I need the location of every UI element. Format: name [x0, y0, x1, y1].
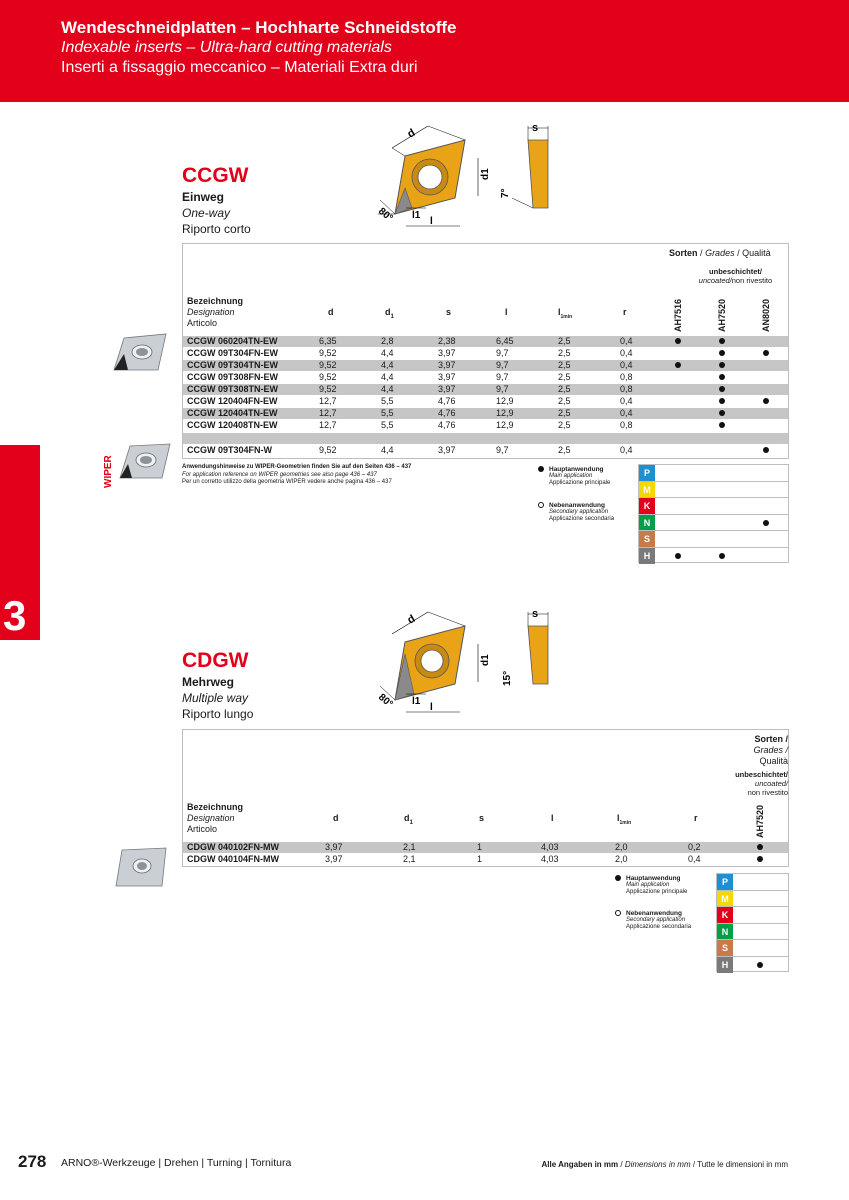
cdgw-row[interactable] — [183, 854, 788, 865]
ccgw-sub-de: Einweg — [182, 190, 225, 204]
ccgw-sep-2: / — [737, 248, 740, 258]
ccgw-iso-row-h[interactable] — [639, 548, 788, 565]
ccgw-cell-des: CCGW 120408TN-EW — [187, 420, 278, 430]
cdgw-iso-label-k: K — [717, 907, 733, 923]
ccgw-cell-l: 6,45 — [496, 336, 514, 346]
ccgw-grade-dot — [763, 398, 769, 404]
ccgw-cell-l1: 2,5 — [558, 396, 571, 406]
cdgw-cell-l1: 2,0 — [615, 842, 628, 852]
ccgw-iso-row-p[interactable] — [639, 465, 788, 482]
ccgw-cell-des: CCGW 09T304FN-W — [187, 445, 273, 455]
ccgw-iso-row-k[interactable] — [639, 498, 788, 515]
ccgw-grades-header — [669, 248, 771, 258]
chapter-number: 3 — [3, 592, 27, 639]
cdgw-iso-label-n: N — [717, 924, 733, 940]
cdgw-grades-label: Grades / — [753, 745, 788, 755]
ccgw-grade-an8020: AN8020 — [761, 298, 771, 332]
ccgw-insert-photo — [110, 330, 172, 376]
footer-dims-de: Alle Angaben in mm — [541, 1160, 619, 1169]
ccgw-cell-d1: 4,4 — [381, 384, 394, 394]
ccgw-grade-dot — [719, 398, 725, 404]
chapter-tab[interactable] — [0, 445, 40, 640]
cdgw-iso-dot — [757, 962, 763, 968]
cdgw-iso-label-h: H — [717, 957, 733, 974]
legend-main-it: Applicazione principale — [549, 480, 611, 486]
ccgw-row[interactable] — [183, 336, 788, 347]
ccgw-cell-des: CCGW 09T308TN-EW — [187, 384, 279, 394]
cdgw-dim-l1: l1 — [412, 696, 421, 707]
ccgw-col-s: s — [446, 307, 452, 317]
footer-dims-it: Tutte le dimensioni in mm — [697, 1160, 788, 1169]
ccgw-cell-l: 9,7 — [496, 384, 509, 394]
ccgw-grade-dot — [719, 362, 725, 368]
cdgw-table — [182, 729, 789, 867]
cdgw-col-des-de: Bezeichnung — [187, 802, 244, 812]
ccgw-dim-l: l — [430, 216, 433, 227]
cdgw-insert-photo — [112, 844, 172, 892]
cdgw-grades-header — [723, 734, 788, 767]
ccgw-sorten-label: Sorten — [669, 248, 698, 258]
ccgw-grade-dot — [719, 386, 725, 392]
legend-sec-de: Nebenanwendung — [549, 502, 605, 509]
ccgw-iso-label-k: K — [639, 498, 655, 514]
ccgw-cell-l1: 2,5 — [558, 384, 571, 394]
ccgw-wiper-row[interactable] — [183, 445, 788, 456]
cdgw-uncoated-de: unbeschichtet/ — [735, 770, 788, 779]
ccgw-cell-d1: 5,5 — [381, 408, 394, 418]
cdgw-iso-row-n[interactable] — [717, 924, 788, 941]
ccgw-col-l1 — [558, 307, 572, 323]
ccgw-sep-1: / — [700, 248, 703, 258]
ccgw-col-l1-main: l — [558, 307, 561, 317]
ccgw-cell-l1: 2,5 — [558, 336, 571, 346]
ccgw-insert-top-view — [378, 126, 478, 226]
ccgw-cell-s: 2,38 — [438, 336, 456, 346]
ccgw-col-des-it: Articolo — [187, 318, 218, 328]
ccgw-dim-clearance: 7° — [500, 188, 511, 198]
ccgw-cell-l1: 2,5 — [558, 360, 571, 370]
ccgw-cell-des: CCGW 09T304TN-EW — [187, 360, 279, 370]
ccgw-cell-d: 12,7 — [319, 420, 337, 430]
cdgw-iso-label-s: S — [717, 940, 733, 956]
legend2-main-it: Applicazione principale — [626, 889, 688, 895]
cdgw-col-r: r — [694, 813, 698, 823]
ccgw-wiper-insert-photo — [116, 440, 174, 484]
ccgw-row[interactable] — [183, 372, 788, 383]
cdgw-cell-r: 0,2 — [688, 842, 701, 852]
ccgw-dim-s: s — [532, 122, 539, 134]
legend2-sec-it: Applicazione secondaria — [626, 924, 692, 930]
cdgw-uncoated-en: uncoated/ — [755, 779, 788, 788]
legend-main-de: Hauptanwendung — [549, 466, 604, 473]
ccgw-cell-des: CCGW 09T304FN-EW — [187, 348, 279, 358]
cdgw-col-des-it: Articolo — [187, 824, 218, 834]
cdgw-iso-label-m: M — [717, 891, 733, 907]
ccgw-cell-l: 12,9 — [496, 420, 514, 430]
ccgw-cell-l: 12,9 — [496, 408, 514, 418]
ccgw-cell-r: 0,4 — [620, 348, 633, 358]
ccgw-cell-d: 9,52 — [319, 348, 337, 358]
cdgw-cell-r: 0,4 — [688, 854, 701, 864]
cdgw-iso-table — [716, 873, 789, 972]
wiper-note-en: For application reference on WIPER geometries see also page 436 – 437 — [182, 471, 377, 478]
ccgw-col-l1-sub: 1min — [560, 313, 573, 320]
ccgw-row[interactable] — [183, 420, 788, 431]
cdgw-iso-row-p[interactable] — [717, 874, 788, 891]
footer-dimensions-note — [542, 1160, 788, 1169]
ccgw-col-d1 — [385, 307, 394, 323]
ccgw-cell-s: 3,97 — [438, 384, 456, 394]
ccgw-coating-header — [683, 267, 788, 285]
wiper-note-it: Per un corretto utilizzo della geometria WIPER vedere anche pagina 436 – 437 — [182, 479, 392, 485]
ccgw-col-des-de: Bezeichnung — [187, 296, 244, 306]
wiper-label: WIPER — [103, 455, 114, 488]
cdgw-sub-it: Riporto lungo — [182, 707, 254, 721]
ccgw-cell-d: 6,35 — [319, 336, 337, 346]
ccgw-grade-dot — [719, 338, 725, 344]
cdgw-col-d: d — [333, 813, 339, 823]
header-title-en: Indexable inserts – Ultra-hard cutting materials — [61, 39, 392, 56]
ccgw-iso-dot — [719, 553, 725, 559]
cdgw-cell-d1: 2,1 — [403, 854, 416, 864]
cdgw-grade-dot — [757, 856, 763, 862]
cdgw-iso-row-h[interactable] — [717, 957, 788, 974]
ccgw-cell-r: 0,4 — [620, 445, 633, 455]
ccgw-cell-l: 9,7 — [496, 360, 509, 370]
ccgw-cell-s: 3,97 — [438, 348, 456, 358]
legend2-sec-de: Nebenanwendung — [626, 910, 682, 917]
ccgw-cell-d: 12,7 — [319, 396, 337, 406]
cdgw-cell-l: 4,03 — [541, 842, 559, 852]
ccgw-cell-r: 0,8 — [620, 384, 633, 394]
ccgw-iso-dot — [763, 520, 769, 526]
ccgw-cell-r: 0,4 — [620, 408, 633, 418]
ccgw-cell-l1: 2,5 — [558, 445, 571, 455]
ccgw-dim-d: d — [405, 126, 418, 141]
ccgw-cell-r: 0,4 — [620, 336, 633, 346]
ccgw-cell-s: 4,76 — [438, 420, 456, 430]
cdgw-col-d1-main: d — [404, 813, 410, 823]
ccgw-iso-row-n[interactable] — [639, 515, 788, 532]
ccgw-col-d: d — [328, 307, 334, 317]
ccgw-iso-dot — [675, 553, 681, 559]
ccgw-cell-des: CCGW 09T308FN-EW — [187, 372, 279, 382]
cdgw-dim-clearance: 15° — [502, 670, 513, 686]
cdgw-col-d1-sub: 1 — [409, 819, 413, 826]
ccgw-cell-d1: 5,5 — [381, 396, 394, 406]
ccgw-cell-s: 3,97 — [438, 445, 456, 455]
ccgw-cell-r: 0,4 — [620, 360, 633, 370]
page-header — [0, 0, 849, 102]
ccgw-insert-diagram — [370, 118, 570, 233]
ccgw-row[interactable] — [183, 360, 788, 371]
cdgw-dim-d: d — [405, 612, 418, 627]
cdgw-dim-s: s — [532, 608, 539, 620]
ccgw-dim-l1: l1 — [412, 210, 421, 221]
legend2-main-de: Hauptanwendung — [626, 875, 681, 882]
ccgw-uncoated-it: non rivestito — [731, 276, 773, 285]
ccgw-iso-row-s[interactable] — [639, 531, 788, 548]
ccgw-grade-dot — [719, 350, 725, 356]
cdgw-cell-d: 3,97 — [325, 854, 343, 864]
legend-sec-it: Applicazione secondaria — [549, 516, 615, 522]
ccgw-cell-d: 12,7 — [319, 408, 337, 418]
ccgw-grades-label: Grades — [705, 248, 735, 258]
cdgw-code: CDGW — [182, 649, 249, 672]
legend-main-en: Main application — [549, 473, 593, 479]
cdgw-insert-side-view — [528, 612, 548, 684]
legend2-sec-en: Secondary application — [626, 917, 686, 923]
ccgw-cell-l1: 2,5 — [558, 420, 571, 430]
ccgw-cell-l: 9,7 — [496, 348, 509, 358]
cdgw-coating-header — [723, 770, 788, 797]
cdgw-cell-d: 3,97 — [325, 842, 343, 852]
ccgw-cell-r: 0,8 — [620, 372, 633, 382]
ccgw-grade-dot — [763, 447, 769, 453]
ccgw-uncoated-en: uncoated/ — [698, 276, 732, 285]
cdgw-dim-d1: d1 — [480, 654, 491, 666]
ccgw-cell-des: CCGW 120404TN-EW — [187, 408, 278, 418]
cdgw-col-l1-sub: 1min — [619, 819, 632, 826]
ccgw-cell-d: 9,52 — [319, 384, 337, 394]
ccgw-row[interactable] — [183, 348, 788, 359]
ccgw-sub-it: Riporto corto — [182, 222, 251, 236]
ccgw-iso-label-h: H — [639, 548, 655, 565]
ccgw-cell-d1: 4,4 — [381, 372, 394, 382]
cdgw-iso-row-m[interactable] — [717, 891, 788, 908]
ccgw-cell-r: 0,8 — [620, 420, 633, 430]
ccgw-cell-d: 9,52 — [319, 445, 337, 455]
ccgw-col-l: l — [505, 307, 508, 317]
ccgw-iso-label-m: M — [639, 482, 655, 498]
ccgw-iso-row-m[interactable] — [639, 482, 788, 499]
ccgw-col-r: r — [623, 307, 627, 317]
cdgw-cell-des: CDGW 040102FN-MW — [187, 842, 280, 852]
ccgw-cell-l: 12,9 — [496, 396, 514, 406]
ccgw-cell-des: CCGW 120404FN-EW — [187, 396, 278, 406]
cdgw-col-l: l — [551, 813, 554, 823]
ccgw-cell-r: 0,4 — [620, 396, 633, 406]
ccgw-separator-row — [183, 433, 788, 444]
ccgw-row[interactable] — [183, 408, 788, 419]
cdgw-cell-l1: 2,0 — [615, 854, 628, 864]
ccgw-cell-s: 4,76 — [438, 408, 456, 418]
cdgw-cell-l: 4,03 — [541, 854, 559, 864]
ccgw-grade-dot — [719, 422, 725, 428]
cdgw-cell-d1: 2,1 — [403, 842, 416, 852]
cdgw-sub-en: Multiple way — [182, 691, 249, 705]
footer-dims-sep-1: / — [618, 1160, 625, 1169]
header-title-de: Wendeschneidplatten – Hochharte Schneidstoffe — [61, 18, 457, 37]
main-application-icon — [538, 466, 544, 472]
ccgw-grade-ah7520: AH7520 — [717, 298, 727, 332]
ccgw-iso-label-p: P — [639, 465, 655, 481]
ccgw-qualita-label: Qualità — [742, 248, 771, 258]
cdgw-uncoated-it: non rivestito — [747, 788, 788, 797]
ccgw-table — [182, 243, 789, 459]
cdgw-qualita-label: Qualità — [759, 756, 788, 766]
ccgw-dim-angle: 80° — [376, 205, 395, 225]
cdgw-col-d1 — [404, 813, 413, 829]
ccgw-row[interactable] — [183, 384, 788, 395]
ccgw-grade-dot — [675, 362, 681, 368]
cdgw-iso-row-s[interactable] — [717, 940, 788, 957]
ccgw-cell-des: CCGW 060204TN-EW — [187, 336, 278, 346]
ccgw-uncoated-de: unbeschichtet/ — [709, 267, 762, 276]
ccgw-iso-table — [638, 464, 789, 563]
ccgw-cell-d1: 4,4 — [381, 348, 394, 358]
cdgw-cell-s: 1 — [477, 854, 483, 864]
cdgw-dim-l: l — [430, 702, 433, 713]
ccgw-cell-d: 9,52 — [319, 360, 337, 370]
ccgw-cell-l: 9,7 — [496, 445, 509, 455]
header-title-it: Inserti a fissaggio meccanico – Materiali Extra duri — [61, 59, 418, 76]
cdgw-cell-des: CDGW 040104FN-MW — [187, 854, 280, 864]
ccgw-col-d1-main: d — [385, 307, 391, 317]
ccgw-cell-s: 3,97 — [438, 372, 456, 382]
ccgw-iso-label-n: N — [639, 515, 655, 531]
page-number: 278 — [18, 1152, 47, 1171]
ccgw-grade-dot — [763, 350, 769, 356]
cdgw-grade-ah7520: AH7520 — [755, 804, 765, 838]
ccgw-cell-d1: 4,4 — [381, 360, 394, 370]
footer-brand: ARNO®-Werkzeuge | Drehen | Turning | Tornitura — [61, 1157, 292, 1169]
wiper-note — [182, 464, 411, 487]
cdgw-insert-diagram — [370, 604, 570, 719]
legend2-main-en: Main application — [626, 882, 670, 888]
cdgw-cell-s: 1 — [477, 842, 483, 852]
ccgw-cell-s: 3,97 — [438, 360, 456, 370]
ccgw-cell-s: 4,76 — [438, 396, 456, 406]
footer-dims-sep-2: / — [690, 1160, 698, 1169]
legend-sec-en: Secondary application — [549, 509, 609, 515]
cdgw-col-s: s — [479, 813, 485, 823]
cdgw-iso-label-p: P — [717, 874, 733, 890]
ccgw-cell-d1: 2,8 — [381, 336, 394, 346]
ccgw-dim-d1: d1 — [480, 168, 491, 180]
cdgw-insert-top-view — [380, 612, 478, 712]
ccgw-cell-d1: 5,5 — [381, 420, 394, 430]
footer-dims-en: Dimensions in mm — [624, 1160, 691, 1169]
cdgw-col-l1 — [617, 813, 631, 829]
cdgw-row[interactable] — [183, 842, 788, 853]
ccgw-cell-d1: 4,4 — [381, 445, 394, 455]
ccgw-grade-ah7516: AH7516 — [673, 298, 683, 332]
ccgw-sub-en: One-way — [182, 206, 231, 220]
ccgw-row[interactable] — [183, 396, 788, 407]
cdgw-sub-de: Mehrweg — [182, 675, 235, 689]
cdgw-dim-angle: 80° — [376, 691, 395, 711]
cdgw-col-des-en: Designation — [187, 813, 235, 823]
wiper-note-de: Anwendungshinweise zu WIPER-Geometrien finden Sie auf den Seiten 436 – 437 — [182, 464, 412, 470]
ccgw-grade-dot — [719, 374, 725, 380]
cdgw-iso-row-k[interactable] — [717, 907, 788, 924]
ccgw-grade-dot — [719, 410, 725, 416]
ccgw-cell-l1: 2,5 — [558, 372, 571, 382]
secondary-application-icon — [538, 502, 544, 508]
ccgw-code: CCGW — [182, 164, 249, 187]
ccgw-col-des-en: Designation — [187, 307, 235, 317]
cdgw-grade-dot — [757, 844, 763, 850]
ccgw-cell-d: 9,52 — [319, 372, 337, 382]
cdgw-col-l1-main: l — [617, 813, 620, 823]
ccgw-cell-l1: 2,5 — [558, 348, 571, 358]
ccgw-insert-side-view — [512, 126, 548, 208]
secondary-application-icon-2 — [615, 910, 621, 916]
main-application-icon-2 — [615, 875, 621, 881]
cdgw-sorten-label: Sorten / — [754, 734, 788, 744]
ccgw-cell-l1: 2,5 — [558, 408, 571, 418]
ccgw-iso-label-s: S — [639, 531, 655, 547]
ccgw-cell-l: 9,7 — [496, 372, 509, 382]
ccgw-grade-dot — [675, 338, 681, 344]
ccgw-col-d1-sub: 1 — [390, 313, 394, 320]
